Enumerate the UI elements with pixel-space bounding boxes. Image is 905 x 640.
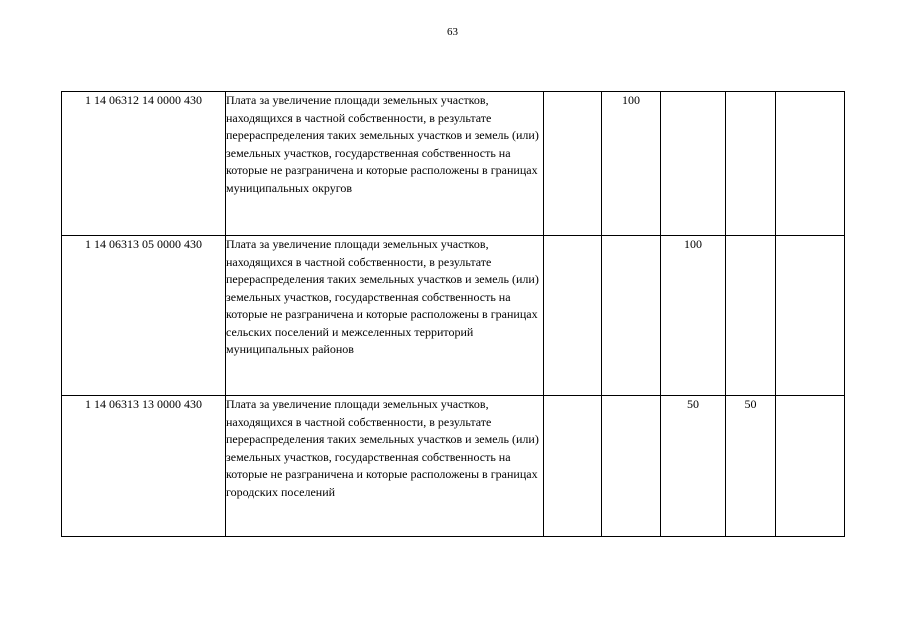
- revenue-table: [61, 91, 845, 537]
- value-cell: 50: [661, 396, 726, 537]
- table-row: [62, 396, 845, 537]
- table-row: [62, 92, 845, 236]
- table-row: [62, 236, 845, 396]
- revenue-description: Плата за увеличение площади земельных участков, находящихся в частной собственности, в результате перераспределения таких земельных участков и земель (или) земельных участков, государственная собственность на которые не разграничена и которые расположены в границах муниципальных округов: [226, 92, 544, 236]
- value-cell: [726, 236, 776, 396]
- value-cell: [776, 92, 845, 236]
- value-cell: [544, 92, 602, 236]
- value-cell: 100: [661, 236, 726, 396]
- revenue-code: 1 14 06313 13 0000 430: [62, 396, 226, 537]
- revenue-description: Плата за увеличение площади земельных участков, находящихся в частной собственности, в результате перераспределения таких земельных участков и земель (или) земельных участков, государственная собственность на которые не разграничена и которые расположены в границах городских поселений: [226, 396, 544, 537]
- revenue-code: 1 14 06313 05 0000 430: [62, 236, 226, 396]
- value-cell: [726, 92, 776, 236]
- page-number: 63: [447, 26, 458, 38]
- value-cell: [661, 92, 726, 236]
- value-cell: [602, 396, 661, 537]
- revenue-code: 1 14 06312 14 0000 430: [62, 92, 226, 236]
- value-cell: 50: [726, 396, 776, 537]
- value-cell: [602, 236, 661, 396]
- value-cell: [544, 236, 602, 396]
- value-cell: 100: [602, 92, 661, 236]
- revenue-description: Плата за увеличение площади земельных участков, находящихся в частной собственности, в результате перераспределения таких земельных участков и земель (или) земельных участков, государственная собственность на которые не разграничена и которые расположены в границах сельских поселений и межселенных территорий муниципальных районов: [226, 236, 544, 396]
- value-cell: [544, 396, 602, 537]
- value-cell: [776, 396, 845, 537]
- value-cell: [776, 236, 845, 396]
